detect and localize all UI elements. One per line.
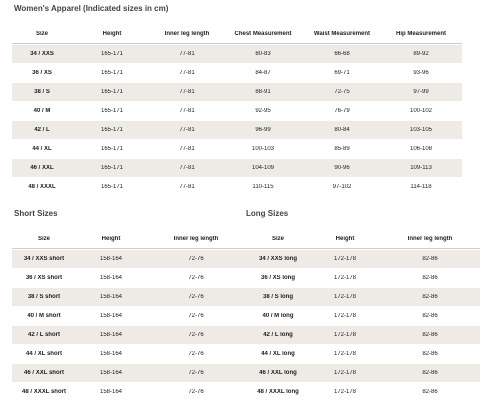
size-label-cell: 36 / XS long [260,275,295,281]
long-size-table [246,230,480,401]
measurement-cell: 82-86 [422,389,438,395]
table-header-row [246,230,480,248]
size-label-cell: 38 / S long [262,294,293,300]
measurement-cell: 76-79 [334,108,350,114]
measurement-cell: 97-102 [332,184,352,190]
table-row [12,158,462,177]
measurement-cell: 100-102 [409,108,433,114]
short-size-table [12,230,246,401]
measurement-cell: 82-86 [422,370,438,376]
size-label-cell: 42 / L short [28,332,60,338]
measurement-cell: 84-87 [255,70,271,76]
table-row [12,382,246,401]
size-label-cell: 48 / XXXL short [22,389,66,395]
measurement-cell: 72-76 [188,313,204,319]
measurement-cell: 172-178 [333,294,357,300]
measurement-cell: 80-84 [334,127,350,133]
measurement-cell: 158-164 [99,313,123,319]
table-row [246,363,480,382]
measurement-cell: 96-99 [255,127,271,133]
measurement-cell: 172-178 [333,332,357,338]
table-row [12,268,246,287]
measurement-cell: 158-164 [99,275,123,281]
table-row [12,306,246,325]
measurement-cell: 172-178 [333,256,357,262]
measurement-cell: 82-86 [422,275,438,281]
measurement-cell: 165-171 [100,165,124,171]
size-label-cell: 38 / S short [27,294,61,300]
measurement-cell: 104-109 [251,165,275,171]
measurement-cell: 85-89 [334,146,350,152]
size-label-cell: 48 / XXXL long [257,389,299,395]
main-table-title: Women's Apparel (Indicated sizes in cm) [14,4,169,13]
measurement-cell: 158-164 [99,389,123,395]
measurement-cell: 72-76 [188,370,204,376]
column-header: Height [102,31,122,37]
measurement-cell: 92-95 [255,108,271,114]
measurement-cell: 77-81 [179,165,195,171]
measurement-cell: 172-178 [333,389,357,395]
measurement-cell: 66-68 [334,51,350,57]
measurement-cell: 77-81 [179,146,195,152]
measurement-cell: 165-171 [100,127,124,133]
measurement-cell: 82-86 [422,313,438,319]
measurement-cell: 110-115 [252,184,274,190]
measurement-cell: 82-86 [422,332,438,338]
table-header-row [12,230,246,248]
size-label-cell: 42 / L long [263,332,293,338]
measurement-cell: 97-99 [413,89,429,95]
measurement-cell: 82-86 [422,351,438,357]
measurement-cell: 77-81 [179,108,195,114]
main-size-table [12,25,462,196]
size-label-cell: 44 / XL short [26,351,62,357]
measurement-cell: 89-92 [413,51,429,57]
measurement-cell: 72-76 [188,389,204,395]
size-label-cell: 44 / XL long [261,351,295,357]
measurement-cell: 77-81 [179,89,195,95]
measurement-cell: 72-76 [188,351,204,357]
measurement-cell: 77-81 [179,127,195,133]
size-label-cell: 46 / XXL long [259,370,297,376]
size-label-cell: 40 / M [33,108,51,114]
column-header: Size [271,236,284,242]
measurement-cell: 165-171 [100,51,124,57]
measurement-cell: 114-118 [410,184,432,190]
measurement-cell: 172-178 [333,275,357,281]
column-header: Chest Measurement [234,31,292,37]
table-row [246,344,480,363]
measurement-cell: 172-178 [333,351,357,357]
measurement-cell: 165-171 [100,108,124,114]
measurement-cell: 72-76 [188,275,204,281]
column-header: Waist Measurement [313,31,371,37]
column-header: Size [35,31,48,37]
size-label-cell: 34 / XXS [30,51,54,57]
size-label-cell: 40 / M short [27,313,61,319]
column-header: Inner leg length [407,236,453,242]
table-row [12,344,246,363]
column-header: Size [37,236,50,242]
table-row [246,249,480,268]
long-sizes-title: Long Sizes [246,209,289,218]
table-row [246,382,480,401]
table-row [12,63,462,82]
measurement-cell: 77-81 [179,51,195,57]
measurement-cell: 165-171 [100,184,124,190]
table-row [12,363,246,382]
measurement-cell: 100-103 [251,146,275,152]
table-row [12,101,462,120]
size-label-cell: 38 / S [34,89,50,95]
measurement-cell: 165-171 [100,89,124,95]
measurement-cell: 77-81 [179,70,195,76]
measurement-cell: 158-164 [99,332,123,338]
measurement-cell: 165-171 [100,146,124,152]
table-row [12,120,462,139]
table-header-row [12,25,462,43]
table-row [12,44,462,63]
measurement-cell: 93-96 [413,70,429,76]
table-row [246,268,480,287]
size-label-cell: 46 / XXL short [24,370,64,376]
measurement-cell: 106-108 [409,146,433,152]
measurement-cell: 77-81 [179,184,195,190]
size-label-cell: 36 / XS short [25,275,63,281]
size-label-cell: 48 / XXXL [28,184,56,190]
measurement-cell: 82-86 [422,256,438,262]
measurement-cell: 158-164 [99,294,123,300]
size-label-cell: 40 / M long [262,313,294,319]
column-header: Hip Measurement [395,31,446,37]
size-label-cell: 46 / XXL [30,165,54,171]
short-sizes-title: Short Sizes [14,209,58,218]
size-label-cell: 44 / XL [32,146,52,152]
measurement-cell: 172-178 [333,313,357,319]
table-row [12,249,246,268]
table-row [12,325,246,344]
measurement-cell: 90-96 [334,165,350,171]
size-label-cell: 42 / L [34,127,50,133]
measurement-cell: 69-71 [334,70,350,76]
size-label-cell: 36 / XS [32,70,52,76]
measurement-cell: 82-86 [422,294,438,300]
column-header: Height [101,236,121,242]
measurement-cell: 80-83 [255,51,271,57]
measurement-cell: 103-105 [409,127,433,133]
measurement-cell: 72-75 [334,89,350,95]
table-row [246,287,480,306]
size-label-cell: 34 / XXS long [258,256,297,262]
measurement-cell: 158-164 [99,370,123,376]
measurement-cell: 109-113 [410,165,432,171]
measurement-cell: 72-76 [188,294,204,300]
measurement-cell: 165-171 [100,70,124,76]
table-row [12,82,462,101]
measurement-cell: 72-76 [188,332,204,338]
measurement-cell: 88-91 [255,89,271,95]
table-row [246,325,480,344]
column-header: Inner leg length [164,31,210,37]
table-row [12,139,462,158]
measurement-cell: 158-164 [99,351,123,357]
measurement-cell: 172-178 [333,370,357,376]
table-row [12,287,246,306]
size-label-cell: 34 / XXS short [23,256,65,262]
column-header: Inner leg length [173,236,219,242]
measurement-cell: 72-76 [188,256,204,262]
table-row [12,177,462,196]
table-row [246,306,480,325]
column-header: Height [335,236,355,242]
measurement-cell: 158-164 [99,256,123,262]
